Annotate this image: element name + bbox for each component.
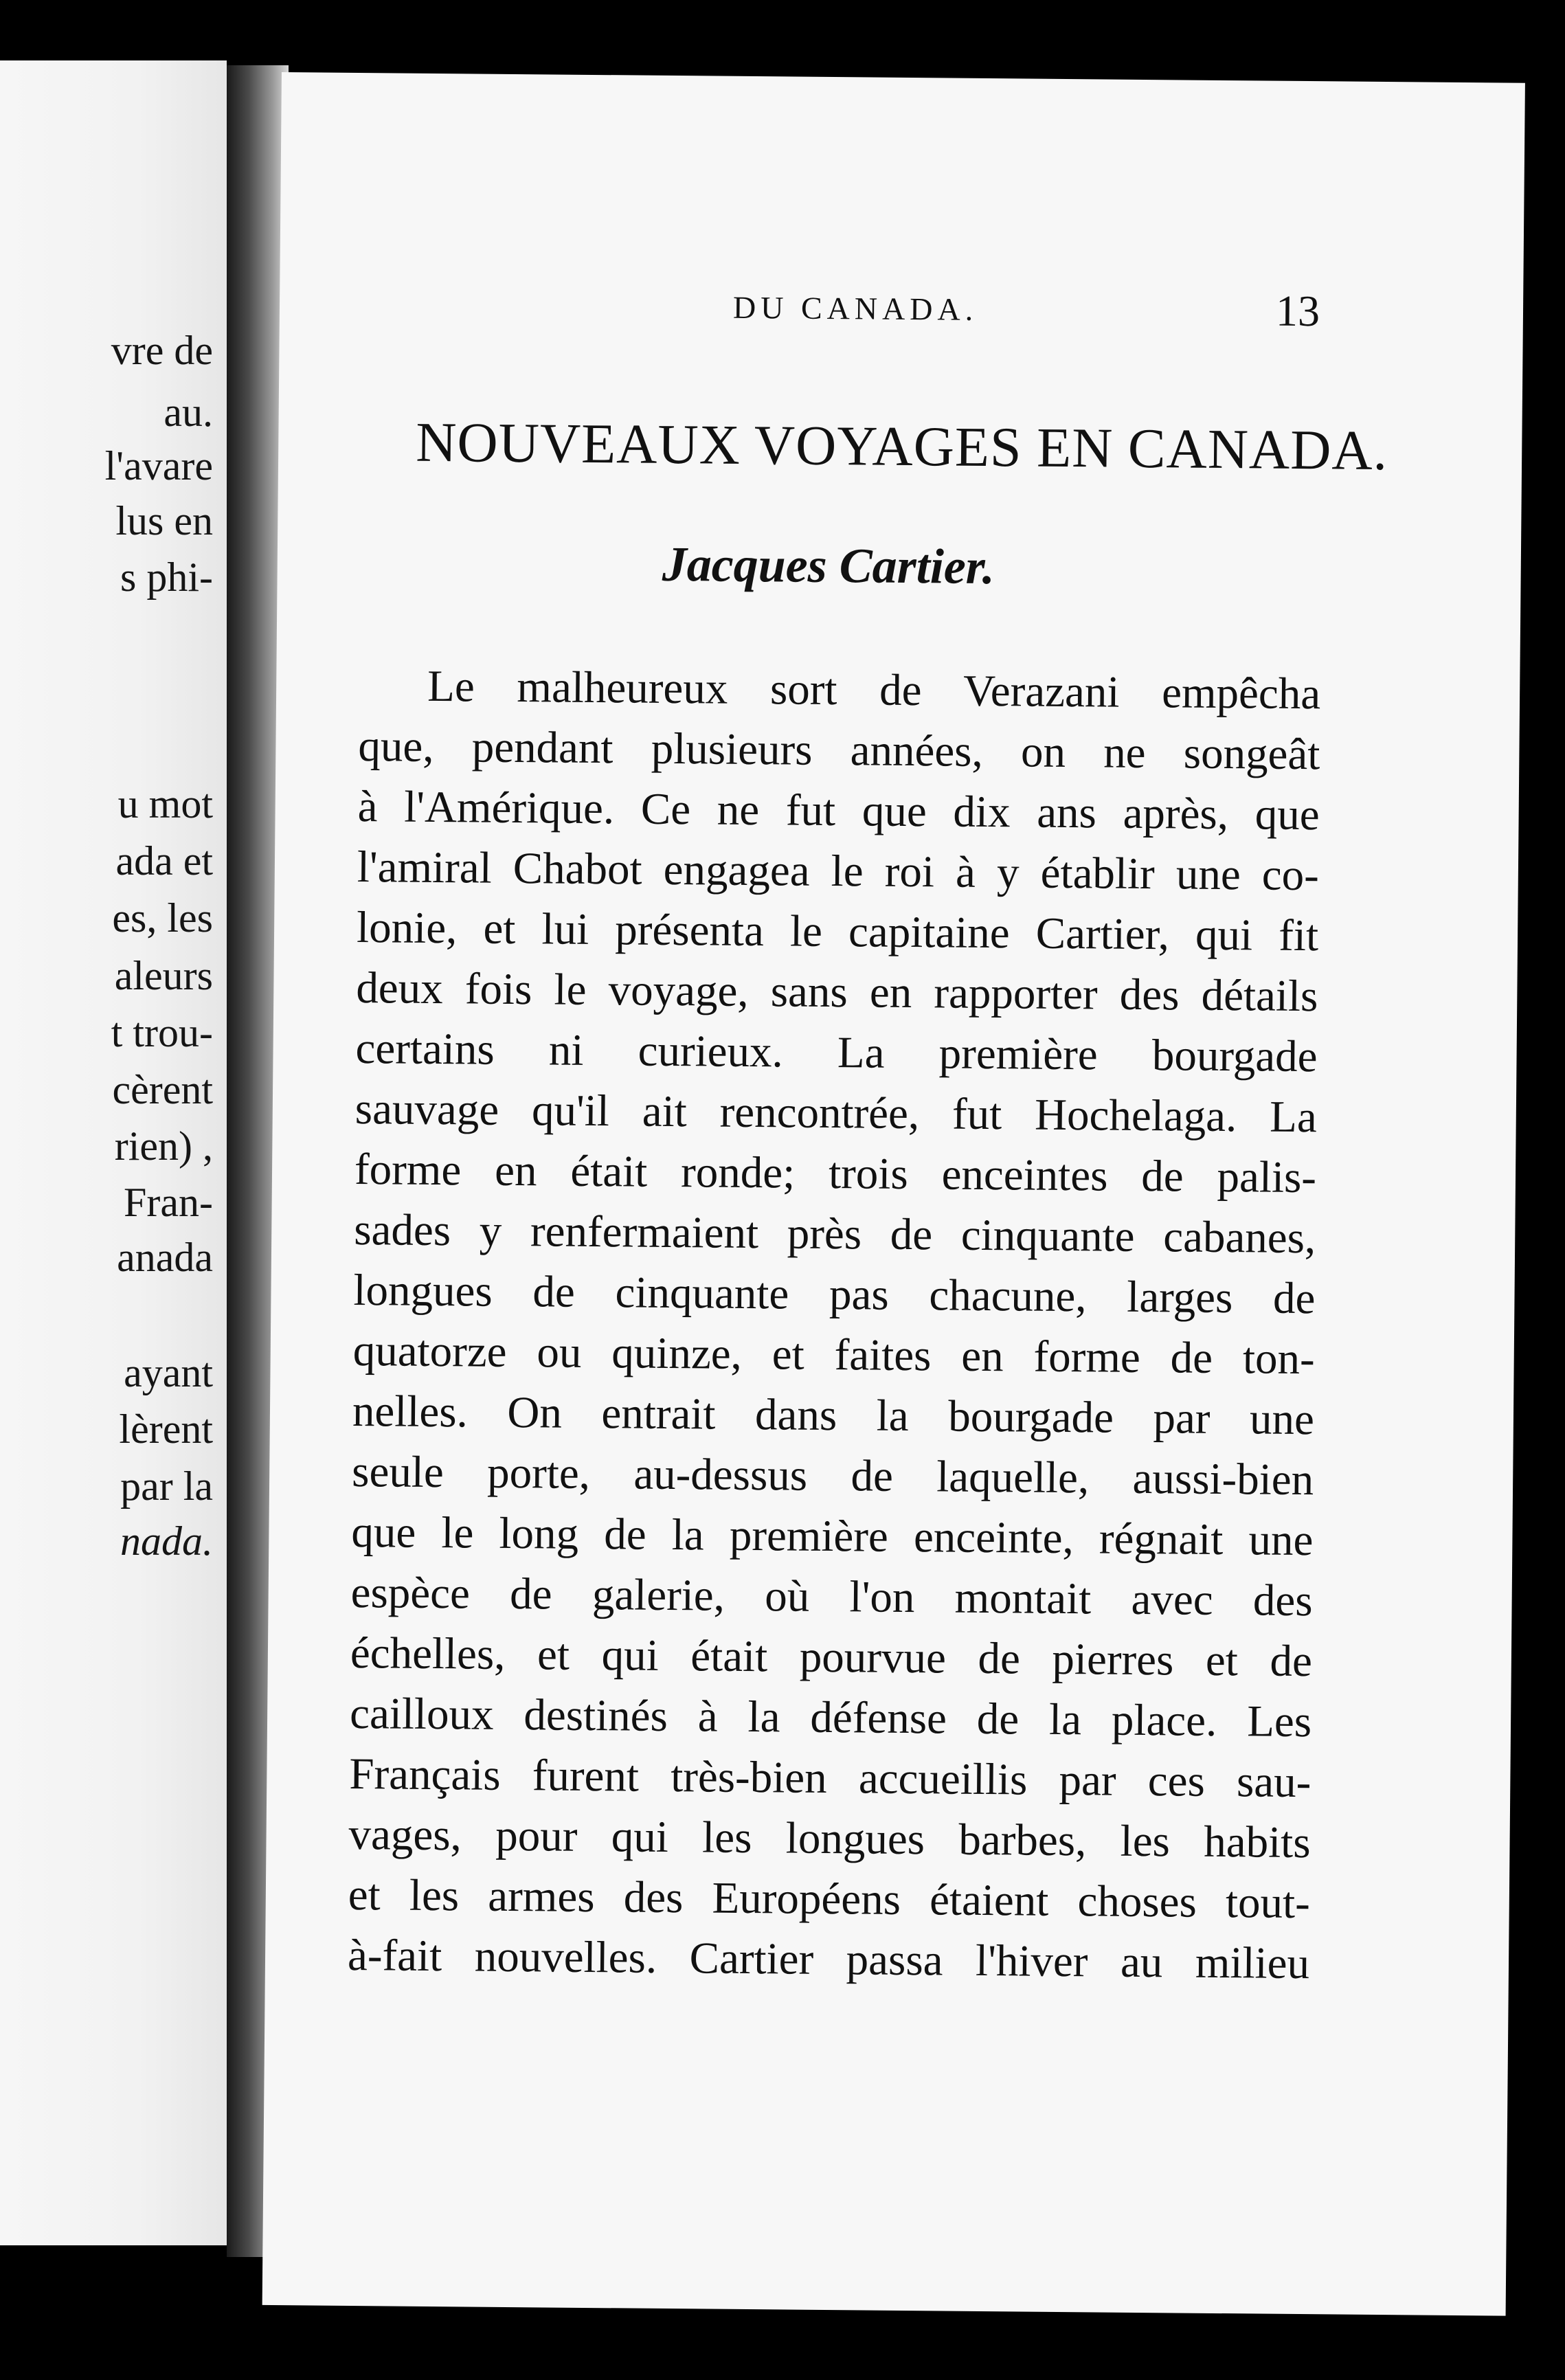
left-page [0, 60, 227, 2245]
left-page-line: vre de [111, 328, 213, 373]
left-page-line: nada. [120, 1518, 213, 1564]
text-line: sauvage qu'il ait rencontrée, fut Hochelaga. La [354, 1084, 1318, 1143]
text-line: à l'Amérique. Ce ne fut que dix ans après, que [357, 782, 1320, 840]
text-line: à-fait nouvelles. Cartier passa l'hiver au milieu [347, 1930, 1310, 1989]
text-line: quatorze ou quinze, et faites en forme de ton- [352, 1325, 1316, 1384]
text-line: que, pendant plusieurs années, on ne songeât [358, 721, 1320, 780]
left-page-line: u mot [117, 781, 213, 827]
left-page-line: l'avare [104, 443, 213, 489]
text-line: espèce de galerie, où l'on montait avec des [350, 1567, 1313, 1626]
text-line: seule porte, au-dessus de laquelle, aussi-bien [351, 1446, 1314, 1505]
text-line: l'amiral Chabot engagea le roi à y établir une co- [357, 842, 1320, 901]
left-page-line: es, les [112, 895, 213, 941]
running-head: DU CANADA. [732, 289, 978, 327]
right-page [262, 72, 1525, 2316]
text-line: vages, pour qui les longues barbes, les habits [348, 1809, 1311, 1868]
text-line: cailloux destinés à la défense de la place. Les [349, 1688, 1312, 1747]
text-line: que le long de la première enceinte, régnait une [351, 1507, 1314, 1566]
left-page-line: ada et [115, 838, 213, 884]
text-line: Français furent très-bien accueillis par ces sau- [349, 1749, 1311, 1808]
left-page-line: au. [164, 390, 213, 435]
left-page-line: lus en [115, 498, 213, 543]
left-page-line: s phi- [120, 554, 213, 600]
left-page-line: anada [117, 1235, 213, 1280]
text-line: certains ni curieux. La première bourgade [355, 1023, 1318, 1082]
left-page-line: Fran- [124, 1180, 213, 1225]
text-line: sades y renfermaient près de cinquante cabanes, [353, 1204, 1316, 1264]
text-line: nelles. On entrait dans la bourgade par une [352, 1386, 1315, 1445]
left-page-line: rien) , [114, 1123, 213, 1169]
left-page-line: aleurs [114, 953, 213, 998]
text-line: longues de cinquante pas chacune, larges de [353, 1265, 1316, 1324]
text-line: et les armes des Européens étaient choses tout- [348, 1870, 1311, 1929]
text-line: échelles, et qui était pourvue de pierres et de [350, 1628, 1313, 1687]
chapter-title: NOUVEAUX VOYAGES EN CANADA. [415, 410, 1388, 482]
page-number: 13 [1275, 286, 1320, 336]
left-page-line: lèrent [119, 1406, 213, 1452]
section-subtitle: Jacques Cartier. [662, 536, 995, 595]
left-page-line: t trou- [111, 1010, 213, 1055]
text-line: lonie, et lui présenta le capitaine Cartier, qui fit [356, 903, 1319, 961]
text-line: deux fois le voyage, sans en rapporter des détails [356, 963, 1318, 1022]
text-line: forme en était ronde; trois enceintes de palis- [354, 1144, 1317, 1203]
text-line: Le malheureux sort de Verazani empêcha [427, 661, 1321, 719]
left-page-line: ayant [124, 1350, 213, 1395]
left-page-line: par la [120, 1463, 213, 1509]
left-page-line: cèrent [112, 1067, 213, 1112]
